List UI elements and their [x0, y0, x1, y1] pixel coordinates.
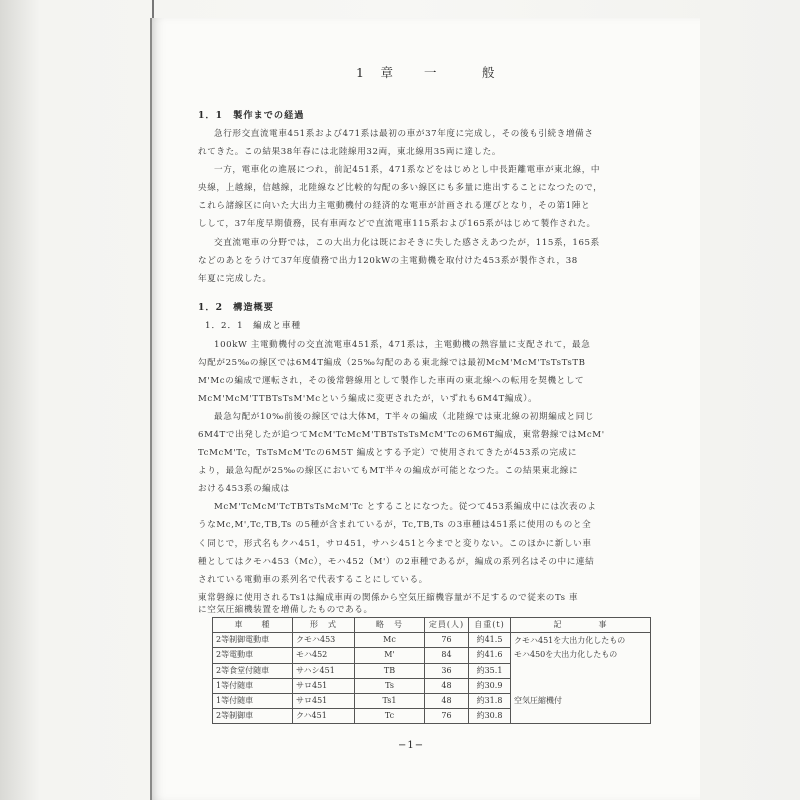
header-model: 形 式 — [293, 618, 355, 633]
cell-remarks — [511, 709, 651, 724]
cell-abbreviation: M' — [355, 648, 425, 663]
cell-capacity: 84 — [425, 648, 469, 663]
paragraph-line: れてきた。この結果38年春には北陸線用32両，東北線用35両に達した。 — [198, 147, 502, 157]
cell-remarks: モハ450を大出力化したもの — [511, 648, 651, 663]
table-row — [213, 678, 651, 693]
cell-abbreviation: Tc — [355, 709, 425, 724]
paragraph-line: 一方，電車化の進展につれ，前記451系，471系などをはじめとし中長距離電車が東北線，中 — [214, 165, 601, 175]
header-capacity: 定員(人) — [425, 618, 469, 633]
paragraph-line: に空気圧縮機装置を増備したものである。 — [198, 605, 373, 615]
cell-capacity: 76 — [425, 633, 469, 648]
chapter-title: 1 章 一 般 — [356, 65, 497, 80]
cell-weight: 約41.5 — [469, 633, 511, 648]
paragraph-line: うなMc,M',Tc,TB,Ts の5種が含まれているが，Tc,TB,Ts の3車種は451系に使用のものと全 — [198, 520, 592, 530]
subsection-heading-1-2-1: 1．2．1 編成と車種 — [205, 321, 302, 331]
cell-model: サロ451 — [293, 693, 355, 708]
page-number: −1− — [398, 740, 425, 751]
paragraph-line: く同じで，形式名もクハ451，サロ451，サハシ451と今までと変りない。このほかに新しい車 — [198, 539, 592, 549]
table-row — [213, 663, 651, 678]
cell-car-type: 2等電動車 — [213, 648, 293, 663]
header-weight: 自重(t) — [469, 618, 511, 633]
cell-abbreviation: TB — [355, 663, 425, 678]
paragraph-line: おける453系の編成は — [198, 484, 290, 494]
table-row — [213, 633, 651, 648]
cell-weight: 約41.6 — [469, 648, 511, 663]
paragraph-line: 央線，上越線，信越線，北陸線など比較的勾配の多い線区にも多量に進出することになつたので， — [198, 183, 603, 193]
cell-weight: 約30.8 — [469, 709, 511, 724]
paragraph-line: 東常磐線に使用されるTs1は編成車両の関係から空気圧縮機容量が不足するので従来のTs 車 — [198, 593, 579, 603]
cell-car-type: 2等制御電動車 — [213, 633, 293, 648]
cell-remarks: 空気圧縮機付 — [511, 693, 651, 708]
cell-capacity: 36 — [425, 663, 469, 678]
cell-capacity: 48 — [425, 678, 469, 693]
table-header-row — [213, 618, 651, 633]
paragraph-line: 100kW 主電動機付の交直流電車451系，471系は，主電動機の熱容量に支配されて，最急 — [214, 340, 591, 350]
paragraph-line: 6M4Tで出発したが追つてMcM'TcMcM'TBTsTsTsMcM'Tcの6M6T編成，東常磐線ではMcM' — [198, 430, 605, 440]
cell-model: モハ452 — [293, 648, 355, 663]
paragraph-line: しして，37年度早期債務，民有車両などで直流電車115系および165系がはじめて製作された。 — [198, 219, 596, 229]
cell-abbreviation: Mc — [355, 633, 425, 648]
paragraph-line: 交直流電車の分野では，この大出力化は既におそきに失した感さえあつたが，115系，165系 — [214, 238, 600, 248]
vehicle-spec-table — [212, 617, 651, 724]
section-heading-1-2: 1．2 構造概要 — [198, 302, 274, 313]
cell-model: クモハ453 — [293, 633, 355, 648]
paragraph-line: 年夏に完成した。 — [198, 274, 272, 284]
paragraph-line: これら諸線区に向いた大出力主電動機付の経済的な電車が計画される運びとなり，その第1陣と — [198, 201, 591, 211]
paragraph-line: TcMcM'Tc，TsTsMcM'Tcの6M5T 編成とする予定）で使用されてきたが453系の完成に — [198, 448, 578, 458]
paragraph-line: 急行形交直流電車451系および471系は最初の車が37年度に完成し，その後も引続き増備さ — [214, 129, 594, 139]
header-car-type: 車 種 — [213, 618, 293, 633]
cell-car-type: 1等付随車 — [213, 693, 293, 708]
paragraph-line: 最急勾配が10‰前後の線区では大体M，T半々の編成（北陸線では東北線の初期編成と同じ — [214, 412, 595, 422]
cell-car-type: 2等食堂付随車 — [213, 663, 293, 678]
header-remarks: 記 事 — [511, 618, 651, 633]
cell-weight: 約31.8 — [469, 693, 511, 708]
cell-weight: 約30.9 — [469, 678, 511, 693]
cell-capacity: 76 — [425, 709, 469, 724]
cell-remarks — [511, 663, 651, 678]
cell-model: サロ451 — [293, 678, 355, 693]
cell-model: クハ451 — [293, 709, 355, 724]
cell-abbreviation: Ts — [355, 678, 425, 693]
cell-abbreviation: Ts1 — [355, 693, 425, 708]
paragraph-line: されている電動車の系列名で代表することにしている。 — [198, 575, 428, 585]
cell-capacity: 48 — [425, 693, 469, 708]
paragraph-line: McM'TcMcM'TcTBTsTsMcM'Tc とすることになつた。従つて453系編成中には次表のよ — [214, 502, 597, 512]
paragraph-line: などのあとをうけて37年度債務で出力120kWの主電動機を取付けた453系が製作され，38 — [198, 256, 578, 266]
binding-edge — [152, 0, 162, 18]
paragraph-line: M'Mcの編成で運転され，その後常磐線用として製作した車両の東北線への転用を契機として — [198, 376, 585, 386]
cell-remarks — [511, 678, 651, 693]
cell-car-type: 2等制御車 — [213, 709, 293, 724]
header-abbreviation: 略 号 — [355, 618, 425, 633]
table-row — [213, 648, 651, 663]
paragraph-line: 勾配が25‰の線区では6M4T編成（25‰勾配のある東北線では最初McM'McM'TsTsTsTB — [198, 358, 586, 368]
section-heading-1-1: 1．1 製作までの経過 — [198, 110, 305, 121]
cell-model: サハシ451 — [293, 663, 355, 678]
paragraph-line: より，最急勾配が25‰の線区においてもMT半々の編成が可能となつた。この結果東北線に — [198, 466, 579, 476]
cell-weight: 約35.1 — [469, 663, 511, 678]
table-row — [213, 709, 651, 724]
paragraph-line: McM'McM'TTBTsTsM'Mcという編成に変更されたが，いずれも6M4T編成）。 — [198, 394, 538, 404]
table-row — [213, 693, 651, 708]
cell-remarks: クモハ451を大出力化したもの — [511, 633, 651, 648]
paragraph-line: 種としてはクモハ453（Mc），モハ452（M'）の2車種であるが，編成の系列名はその中に連結 — [198, 557, 595, 567]
cell-car-type: 1等付随車 — [213, 678, 293, 693]
